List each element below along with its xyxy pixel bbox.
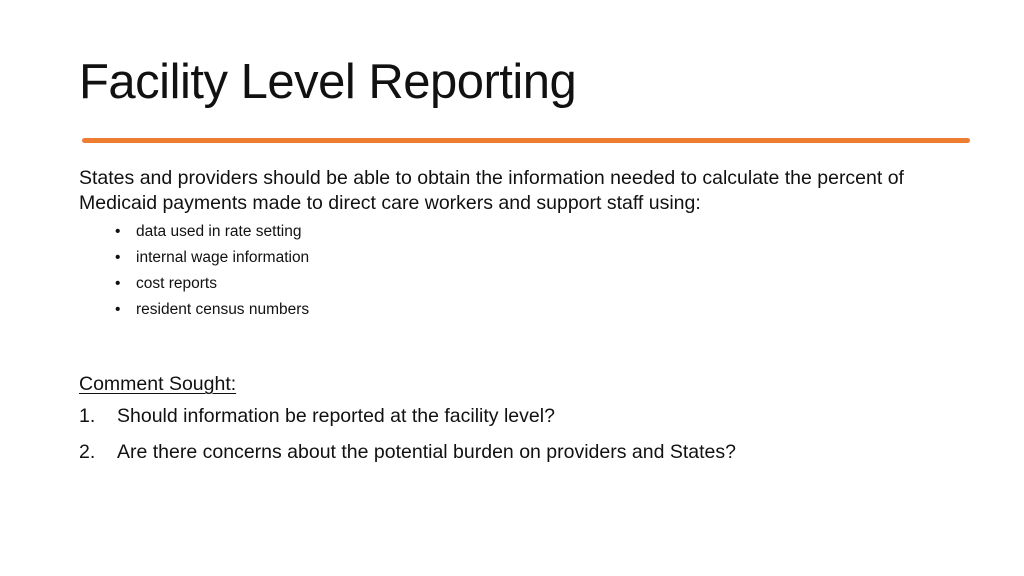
bullet-text: cost reports [136,275,217,292]
comment-sought-heading: Comment Sought: [79,373,237,395]
bullet-text: internal wage information [136,249,310,266]
slide-title: Facility Level Reporting [79,55,577,109]
question-item [79,439,959,465]
slide-body [79,166,959,475]
bullet-dot-icon: • [115,301,121,318]
bullet-item [115,297,959,323]
question-number: 2. [79,441,96,463]
question-text: Should information be reported at the facility level? [117,405,555,427]
intro-paragraph: States and providers should be able to obtain the information needed to calculate the percent of Medicaid payments made to direct care workers and support staff using: [79,167,904,214]
bullet-dot-icon: • [115,249,121,266]
question-number: 1. [79,405,96,427]
bullet-item [115,219,959,245]
question-item [79,403,959,429]
bullet-dot-icon: • [115,223,121,240]
bullet-dot-icon: • [115,275,121,292]
bullet-item [115,271,959,297]
bullet-text: data used in rate setting [136,223,302,240]
question-text: Are there concerns about the potential burden on providers and States? [117,441,736,463]
title-divider [82,138,970,143]
question-list [79,403,959,465]
bullet-list [79,219,959,323]
bullet-item [115,245,959,271]
bullet-text: resident census numbers [136,301,310,318]
